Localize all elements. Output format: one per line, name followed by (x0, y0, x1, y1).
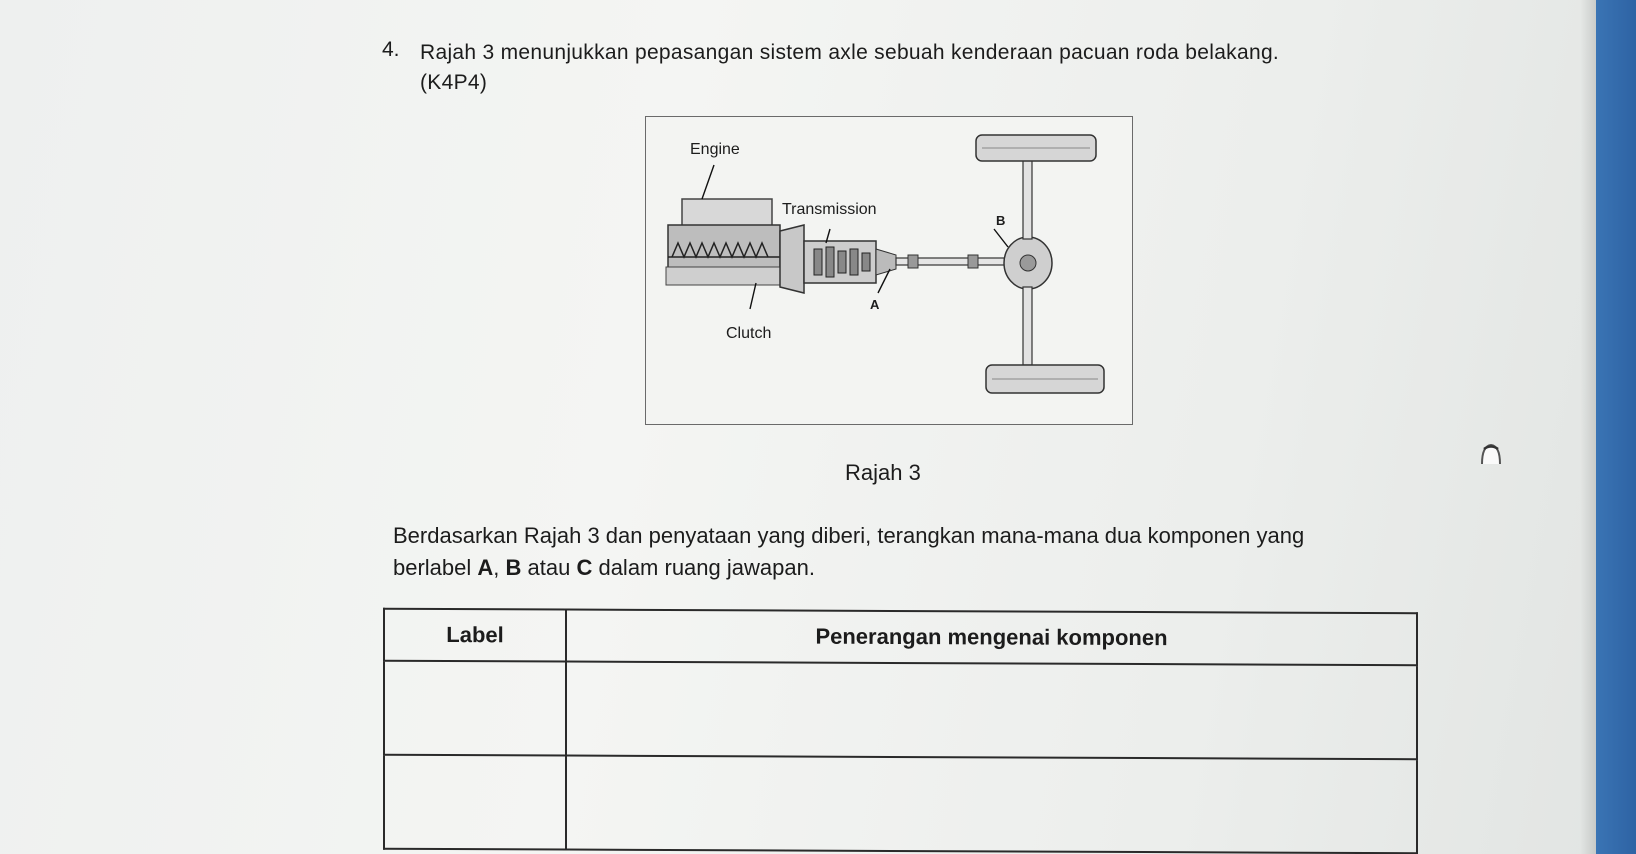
answer-table-header (384, 609, 1417, 666)
instruction-label-c: C (576, 555, 593, 580)
label-b: B (996, 213, 1006, 228)
question-text: Rajah 3 menunjukkan pepasangan sistem axle sebuah kenderaan pacuan roda belakang. (K4P4) (420, 41, 1280, 94)
axle-shaft-upper (1023, 159, 1032, 239)
table-row (384, 661, 1417, 760)
instruction-conjunction: atau (521, 555, 577, 580)
page-edge-shadow (1580, 0, 1596, 854)
answer-cell-description[interactable] (566, 756, 1417, 854)
label-transmission: Transmission (782, 201, 877, 218)
axle-shaft-lower (1023, 287, 1032, 365)
table-row (384, 755, 1417, 854)
tail-housing (876, 249, 896, 275)
question-instruction (393, 520, 1353, 584)
answer-cell-description[interactable] (566, 662, 1417, 760)
instruction-text-end: dalam ruang jawapan. (592, 555, 815, 580)
instruction-label-a: A (477, 555, 494, 580)
header-description: Penerangan mengenai komponen (566, 610, 1417, 666)
oil-pan (666, 267, 782, 285)
engine-head (682, 199, 772, 227)
label-engine: Engine (690, 141, 740, 158)
question-number: 4. (382, 38, 400, 61)
drivetrain-illustration (646, 117, 1134, 426)
label-a: A (870, 297, 880, 312)
label-clutch: Clutch (726, 325, 772, 342)
instruction-separator: , (493, 555, 506, 580)
instruction-label-b: B (505, 555, 522, 580)
rear-axle-diagram (645, 116, 1133, 425)
instruction-text-start: Berdasarkan Rajah 3 dan penyataan yang diberi, terangkan mana-mana dua komponen yang berlabel (393, 523, 1305, 580)
figure-caption: Rajah 3 (845, 460, 921, 485)
clutch-housing (780, 225, 804, 293)
answer-cell-label[interactable] (384, 661, 566, 756)
universal-joint-front (908, 255, 918, 268)
differential-gear (1020, 255, 1036, 271)
desk-background (1596, 0, 1636, 854)
answer-table (383, 608, 1418, 854)
eraser-mark-icon (1476, 440, 1506, 470)
answer-cell-label[interactable] (384, 755, 566, 850)
header-label: Label (384, 609, 566, 662)
universal-joint-rear (968, 255, 978, 268)
